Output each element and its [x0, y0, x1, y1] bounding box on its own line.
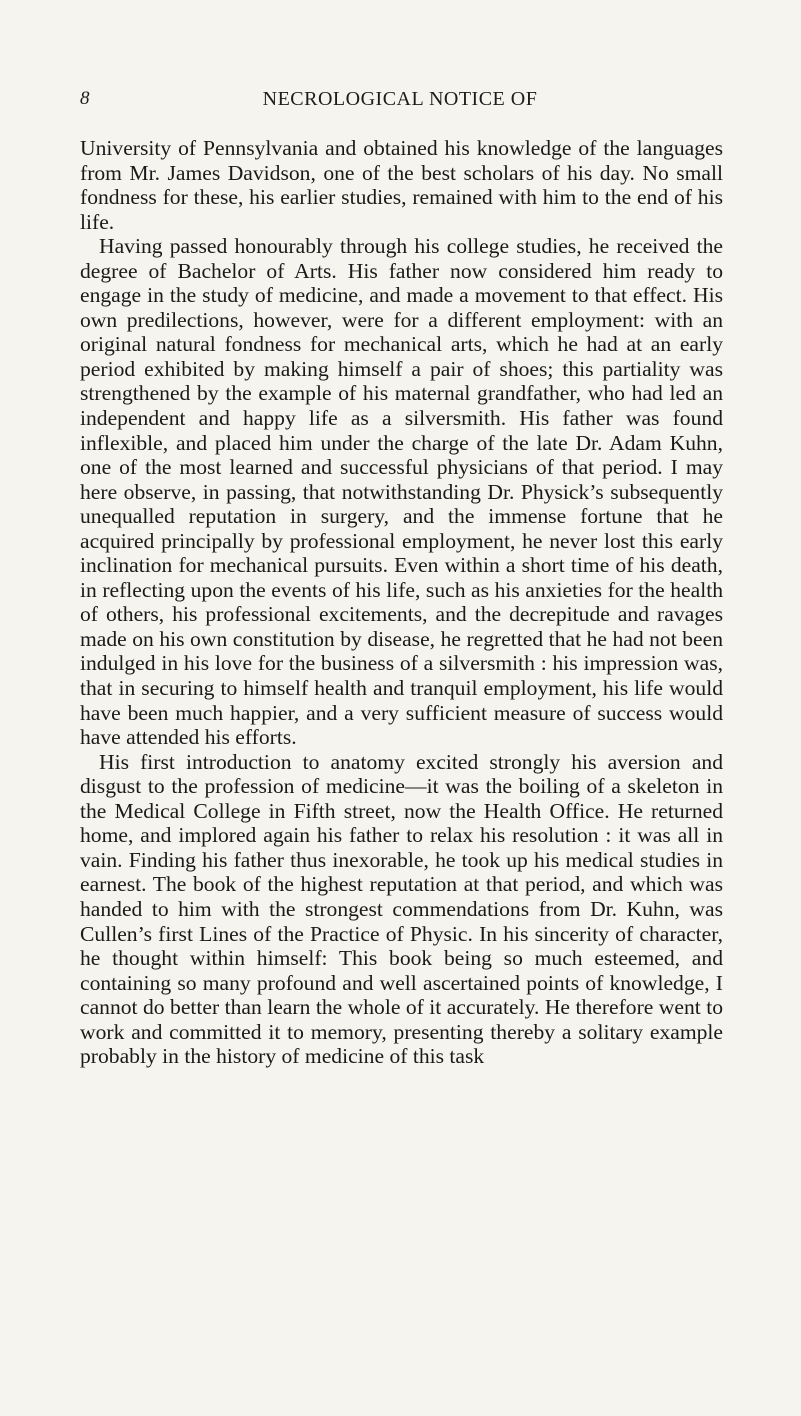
page-number: 8 [80, 88, 90, 109]
page-header [80, 88, 720, 118]
running-head: NECROLOGICAL NOTICE OF [262, 88, 538, 110]
paragraph-continued: University of Pennsylvania and obtained his knowledge of the languages from Mr. James Davidson, one of the best scholars of his day. No small fondness for these, his earlier studies, remained with him to the end of his life. [80, 136, 723, 234]
body-text [80, 136, 723, 1069]
paragraph: His first introduction to anatomy excited strongly his aversion and disgust to the profession of medicine—it was the boiling of a skeleton in the Medical College in Fifth street, now the Health Office. He returned home, and implored again his father to relax his resolution : it was all in vain. Finding his father thus inexorable, he took up his medical studies in earnest. The book of the highest reputation at that period, and which was handed to him with the strongest commendations from Dr. Kuhn, was Cullen’s first Lines of the Practice of Physic. In his sincerity of character, he thought within himself: This book being so much esteemed, and containing so many profound and well ascertained points of knowledge, I cannot do better than learn the whole of it accurately. He therefore went to work and committed it to memory, presenting thereby a solitary example probably in the history of medicine of this task [80, 749, 723, 1069]
paragraph: Having passed honourably through his college studies, he received the degree of Bachelor of Arts. His father now considered him ready to engage in the study of medicine, and made a movement to that effect. His own predilections, however, were for a different employment: with an original natural fondness for mechanical arts, which he had at an early period exhibited by making himself a pair of shoes; this partiality was strengthened by the example of his maternal grandfather, who had led an independent and happy life as a silversmith. His father was found inflexible, and placed him under the charge of the late Dr. Adam Kuhn, one of the most learned and successful physicians of that period. I may here observe, in passing, that notwithstanding Dr. Physick’s subsequently unequalled reputation in surgery, and the immense fortune that he acquired principally by professional employment, he never lost this early inclination for mechanical pursuits. Even within a short time of his death, in reflecting upon the events of his life, such as his anxieties for the health of others, his professional excitements, and the decrepitude and ravages made on his own constitution by disease, he regretted that he had not been indulged in his love for the business of a silversmith : his impression was, that in securing to himself health and tranquil employment, his life would have been much happier, and a very sufficient measure of success would have attended his efforts. [80, 234, 723, 750]
